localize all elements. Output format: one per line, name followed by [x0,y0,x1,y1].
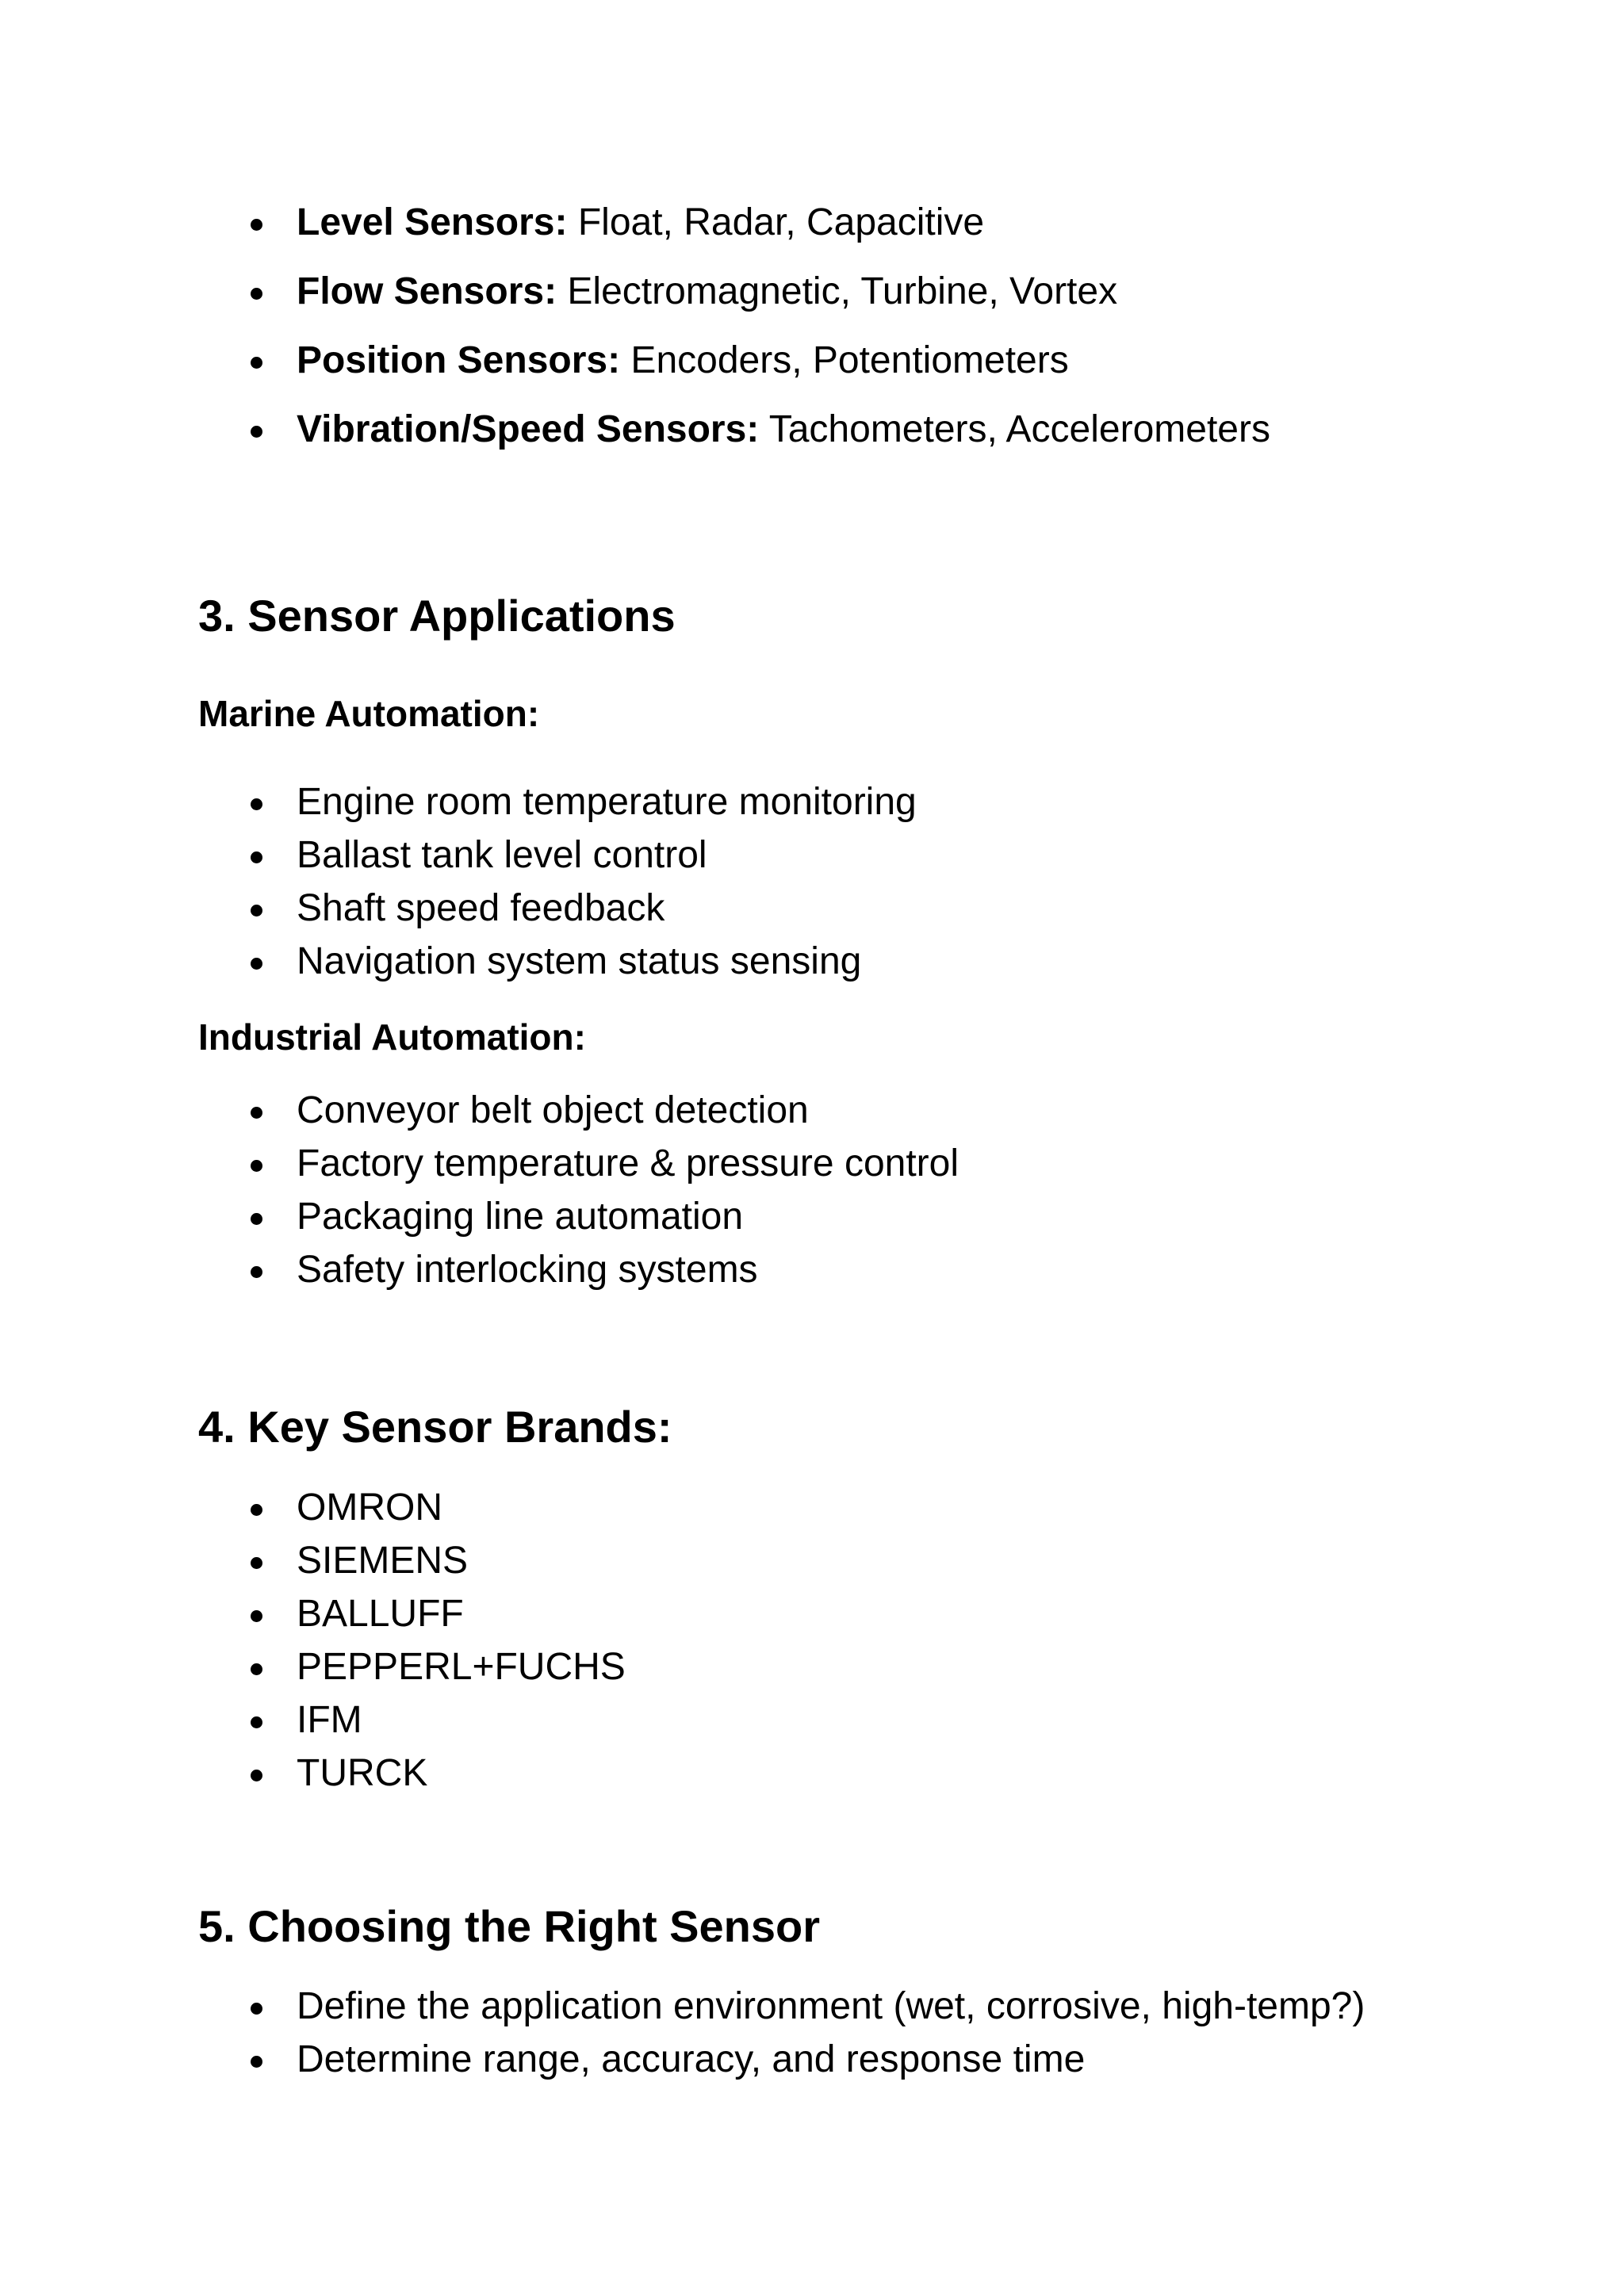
list-item-brand [198,1539,1465,1583]
section-4-heading: 4. Key Sensor Brands: [198,1402,672,1452]
choosing-sensor-list [198,1984,1465,2082]
bullet-icon [251,798,262,810]
list-item-brand [198,1698,1465,1743]
choosing-list-block [198,1984,1465,2082]
list-item-flow-sensors [198,270,1465,314]
bullet-icon [251,426,262,438]
industrial-automation-heading: Industrial Automation: [198,1016,586,1058]
list-item-text: Safety interlocking systems [297,1249,758,1291]
list-item [198,1248,1465,1292]
section-5-heading: 5. Choosing the Right Sensor [198,1901,821,1951]
marine-list-block [198,780,1465,984]
bullet-icon [251,1770,262,1781]
list-item-brand [198,1751,1465,1796]
brand-name: OMRON [297,1487,442,1529]
bullet-icon [251,357,262,369]
list-item [198,886,1465,931]
list-item [198,1089,1465,1133]
list-item-text: Conveyor belt object detection [297,1089,809,1131]
bullet-icon [251,1213,262,1225]
sensor-types-list-block [198,201,1465,452]
bullet-icon [251,288,262,300]
brand-name: IFM [297,1699,362,1741]
list-item-text: Determine range, accuracy, and response time [297,2038,1086,2080]
bullet-icon [251,1107,262,1119]
list-item [198,1195,1465,1239]
list-item-brand [198,1645,1465,1689]
list-item-text: Define the application environment (wet, corrosive, high-temp?) [297,1985,1365,2027]
brands-list [198,1486,1465,1796]
bullet-icon [251,1160,262,1172]
brand-name: TURCK [297,1752,428,1794]
list-item-vibration-speed-sensors [198,408,1465,452]
term-description: Electromagnetic, Turbine, Vortex [567,270,1118,312]
bullet-icon [251,1266,262,1278]
list-item [198,2038,1465,2082]
list-item [198,833,1465,878]
term-label: Vibration/Speed Sensors: [297,408,760,450]
bullet-icon [251,1504,262,1516]
bullet-icon [251,851,262,863]
term-description: Encoders, Potentiometers [630,339,1069,381]
list-item-level-sensors [198,201,1465,245]
bullet-icon [251,1663,262,1675]
term-description: Float, Radar, Capacitive [577,201,985,243]
bullet-icon [251,219,262,231]
list-item [198,780,1465,825]
list-item-brand [198,1592,1465,1636]
term-label: Level Sensors: [297,201,568,243]
brand-name: SIEMENS [297,1540,469,1582]
list-item [198,1142,1465,1186]
bullet-icon [251,905,262,916]
section-3-heading: 3. Sensor Applications [198,591,676,641]
brand-name: BALLUFF [297,1593,464,1635]
industrial-list-block [198,1089,1465,1292]
list-item [198,1984,1465,2029]
list-item-position-sensors [198,339,1465,383]
sensor-types-list [198,201,1465,452]
bullet-icon [251,958,262,970]
brands-list-block [198,1486,1465,1796]
bullet-icon [251,1716,262,1728]
list-item [198,939,1465,984]
bullet-icon [251,1610,262,1622]
list-item-text: Ballast tank level control [297,834,707,876]
marine-automation-heading: Marine Automation: [198,693,540,734]
list-item-text: Engine room temperature monitoring [297,781,917,823]
industrial-automation-list [198,1089,1465,1292]
term-label: Flow Sensors: [297,270,557,312]
bullet-icon [251,1557,262,1569]
list-item-text: Factory temperature & pressure control [297,1142,959,1184]
list-item-text: Navigation system status sensing [297,940,862,982]
bullet-icon [251,2056,262,2068]
term-description: Tachometers, Accelerometers [768,408,1270,450]
list-item-text: Packaging line automation [297,1196,744,1238]
brand-name: PEPPERL+FUCHS [297,1646,626,1688]
bullet-icon [251,2003,262,2015]
term-label: Position Sensors: [297,339,621,381]
list-item-brand [198,1486,1465,1530]
list-item-text: Shaft speed feedback [297,887,665,929]
marine-automation-list [198,780,1465,984]
